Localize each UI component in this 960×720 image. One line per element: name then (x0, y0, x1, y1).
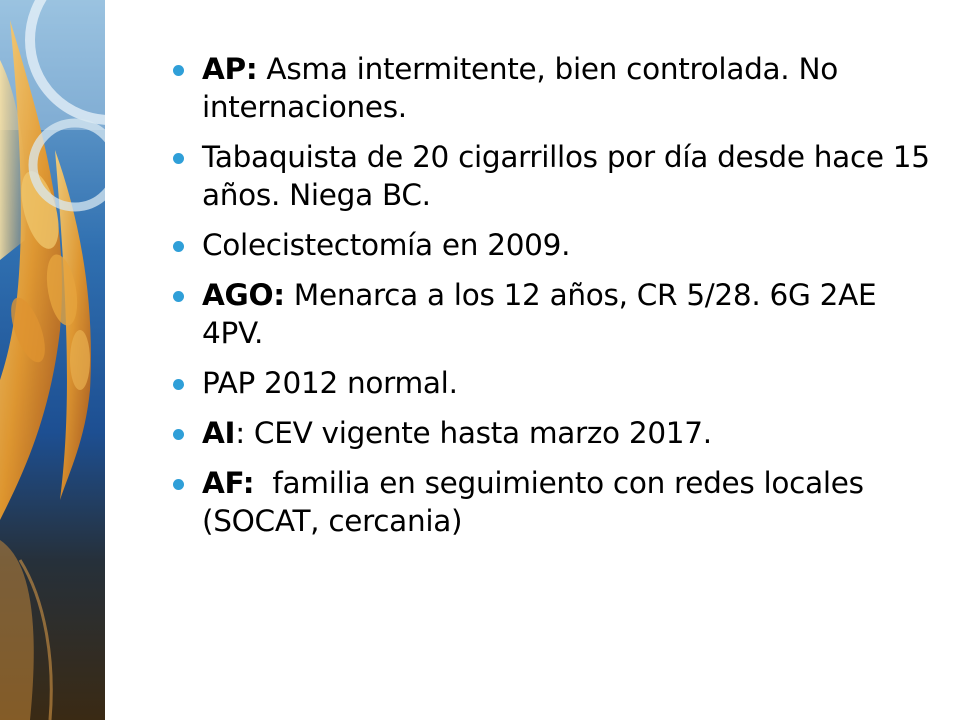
bullet-text: Asma intermitente, bien controlada. No internaciones. (202, 52, 838, 124)
list-item (170, 138, 940, 214)
bullet-icon (173, 65, 184, 76)
bullet-text: Tabaquista de 20 cigarrillos por día desde hace 15 años. Niega BC. (202, 140, 930, 212)
list-item (170, 50, 940, 126)
bullet-icon (173, 379, 184, 390)
bullet-icon (173, 153, 184, 164)
list-item (170, 364, 940, 402)
list-item (170, 226, 940, 264)
slide-content (170, 50, 940, 552)
bullet-text: Colecistectomía en 2009. (202, 228, 571, 262)
bullet-text: familia en seguimiento con redes locales (SOCAT, cercania) (202, 466, 873, 538)
list-item (170, 276, 940, 352)
bullet-text: : CEV vigente hasta marzo 2017. (235, 416, 712, 450)
bullet-icon (173, 429, 184, 440)
bullet-label: AI (202, 416, 236, 450)
bullet-text: PAP 2012 normal. (202, 366, 458, 400)
bullet-text: Menarca a los 12 años, CR 5/28. 6G 2AE 4PV. (202, 278, 877, 350)
list-item (170, 414, 940, 452)
bullet-label: AGO: (202, 278, 285, 312)
bullet-label: AP: (202, 52, 258, 86)
bullet-icon (173, 479, 184, 490)
bullet-icon (173, 241, 184, 252)
decorative-side-image (0, 0, 105, 720)
list-item (170, 464, 940, 540)
bullet-label: AF: (202, 466, 255, 500)
wheat-sky-image (0, 0, 105, 720)
bullet-icon (173, 291, 184, 302)
bullet-list (170, 50, 940, 540)
